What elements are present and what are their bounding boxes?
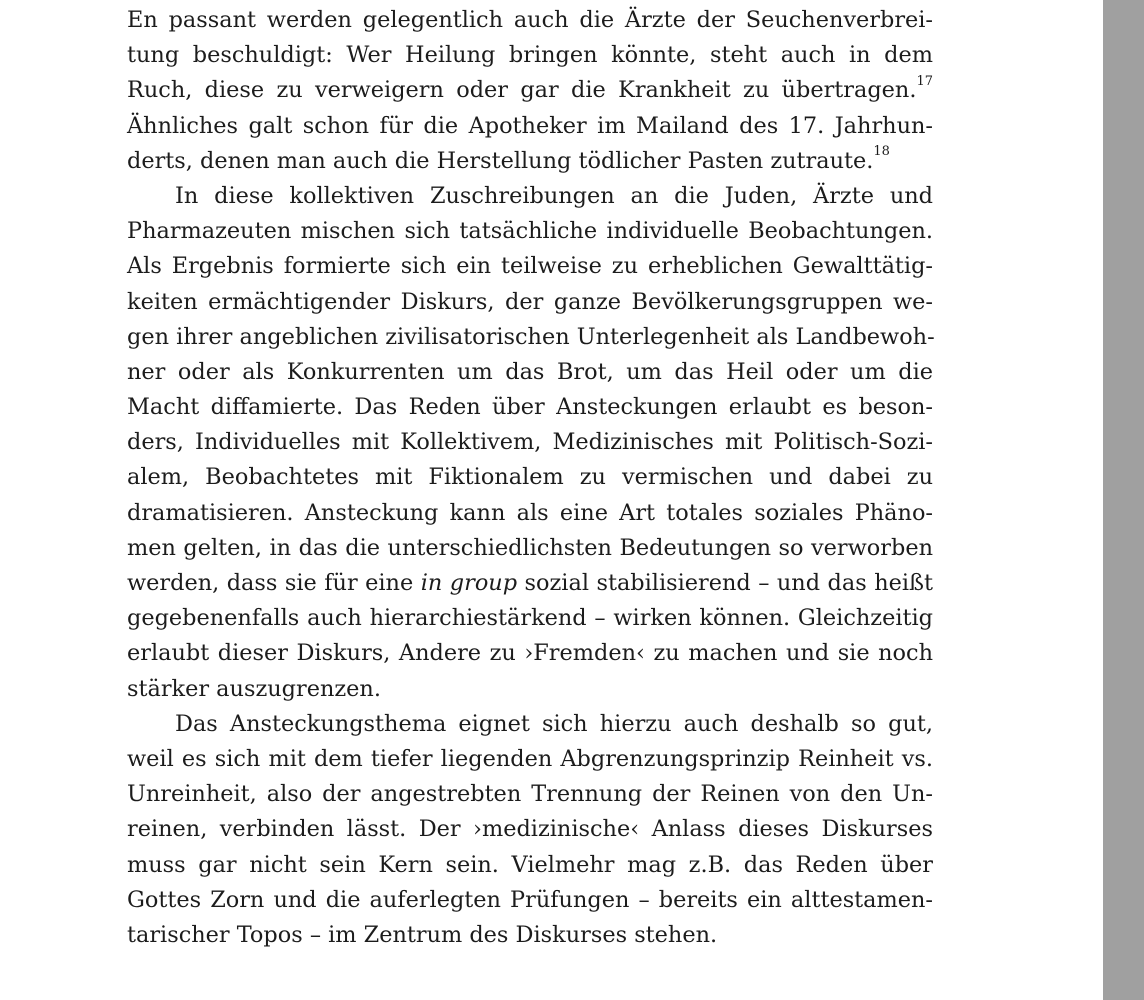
text-segment: Macht diffamierte. Das Reden über Ansteckungen erlaubt es beson- bbox=[127, 394, 933, 421]
text-line bbox=[127, 601, 933, 636]
italic-text: in group bbox=[420, 570, 518, 596]
text-line bbox=[127, 460, 933, 495]
text-segment: weil es sich mit dem tiefer liegenden Abgrenzungsprinzip Reinheit vs. bbox=[127, 745, 933, 772]
text-line bbox=[127, 848, 933, 883]
text-segment: ner oder als Konkurrenten um das Brot, um das Heil oder um die bbox=[127, 358, 933, 385]
text-segment: stärker auszugrenzen. bbox=[127, 675, 381, 702]
paragraph bbox=[127, 707, 933, 953]
text-line bbox=[127, 390, 933, 425]
text-line bbox=[127, 73, 933, 108]
text-segment: dramatisieren. Ansteckung kann als eine Art totales soziales Phäno- bbox=[127, 499, 933, 526]
text-segment: Ähnliches galt schon für die Apotheker im Mailand des 17. Jahrhun- bbox=[127, 112, 933, 139]
text-segment: derts, denen man auch die Herstellung tödlicher Pasten zutraute. bbox=[127, 147, 874, 174]
text-line bbox=[127, 109, 933, 144]
text-segment: reinen, verbinden lässt. Der ›medizinische‹ Anlass dieses Diskurses bbox=[127, 816, 933, 843]
text-segment: erlaubt dieser Diskurs, Andere zu ›Fremden‹ zu machen und sie noch bbox=[127, 640, 933, 667]
text-segment: Ruch, diese zu verweigern oder gar die Krankheit zu übertragen. bbox=[127, 77, 917, 104]
scrollbar-track[interactable] bbox=[1103, 0, 1144, 1000]
text-line bbox=[127, 531, 933, 566]
text-segment: gegebenenfalls auch hierarchiestärkend – wirken können. Gleichzeitig bbox=[127, 605, 933, 632]
text-line bbox=[127, 777, 933, 812]
text-line bbox=[127, 3, 933, 38]
footnote-marker: 18 bbox=[873, 144, 890, 160]
text-segment: tarischer Topos – im Zentrum des Diskurses stehen. bbox=[127, 921, 718, 948]
text-line bbox=[127, 496, 933, 531]
text-line bbox=[127, 742, 933, 777]
text-line bbox=[127, 707, 933, 742]
text-line bbox=[127, 214, 933, 249]
text-line bbox=[127, 144, 933, 179]
text-segment: werden, dass sie für eine bbox=[127, 570, 421, 596]
text-segment: sozial stabilisierend – und das heißt bbox=[517, 570, 933, 596]
text-line bbox=[127, 285, 933, 320]
text-line bbox=[127, 566, 933, 601]
text-line bbox=[127, 883, 933, 918]
text-segment: En passant werden gelegentlich auch die Ärzte der Seuchenverbrei- bbox=[127, 7, 933, 33]
text-segment: keiten ermächtigender Diskurs, der ganze Bevölkerungsgruppen we- bbox=[127, 288, 933, 315]
body-text bbox=[127, 3, 933, 953]
text-segment: Gottes Zorn und die auferlegten Prüfungen – bereits ein alttestamen- bbox=[127, 886, 933, 913]
text-line bbox=[127, 355, 933, 390]
paragraph bbox=[127, 179, 933, 707]
text-segment: Unreinheit, also der angestrebten Trennung der Reinen von den Un- bbox=[127, 781, 933, 808]
text-line bbox=[127, 249, 933, 284]
text-line bbox=[127, 320, 933, 355]
text-line bbox=[127, 812, 933, 847]
text-segment: gen ihrer angeblichen zivilisatorischen Unterlegenheit als Landbewoh- bbox=[127, 323, 935, 350]
text-segment: tung beschuldigt: Wer Heilung bringen könnte, steht auch in dem bbox=[127, 42, 933, 69]
text-segment: Pharmazeuten mischen sich tatsächliche individuelle Beobachtungen. bbox=[127, 218, 933, 245]
text-line bbox=[127, 38, 933, 73]
paragraph bbox=[127, 3, 933, 179]
text-segment: ders, Individuelles mit Kollektivem, Medizinisches mit Politisch-Sozi- bbox=[127, 429, 933, 456]
text-segment: Das Ansteckungsthema eignet sich hierzu auch deshalb so gut, bbox=[175, 710, 933, 737]
text-line bbox=[127, 672, 933, 707]
text-segment: Als Ergebnis formierte sich ein teilweise zu erheblichen Gewalttätig- bbox=[127, 253, 933, 280]
text-segment: In diese kollektiven Zuschreibungen an die Juden, Ärzte und bbox=[175, 182, 933, 209]
text-segment: alem, Beobachtetes mit Fiktionalem zu vermischen und dabei zu bbox=[127, 464, 933, 491]
text-segment: men gelten, in das die unterschiedlichsten Bedeutungen so verworben bbox=[127, 534, 933, 561]
text-line bbox=[127, 179, 933, 214]
text-line bbox=[127, 636, 933, 671]
text-line bbox=[127, 918, 933, 953]
footnote-marker: 17 bbox=[916, 73, 933, 89]
text-segment: muss gar nicht sein Kern sein. Vielmehr mag z.B. das Reden über bbox=[127, 851, 933, 878]
text-line bbox=[127, 425, 933, 460]
